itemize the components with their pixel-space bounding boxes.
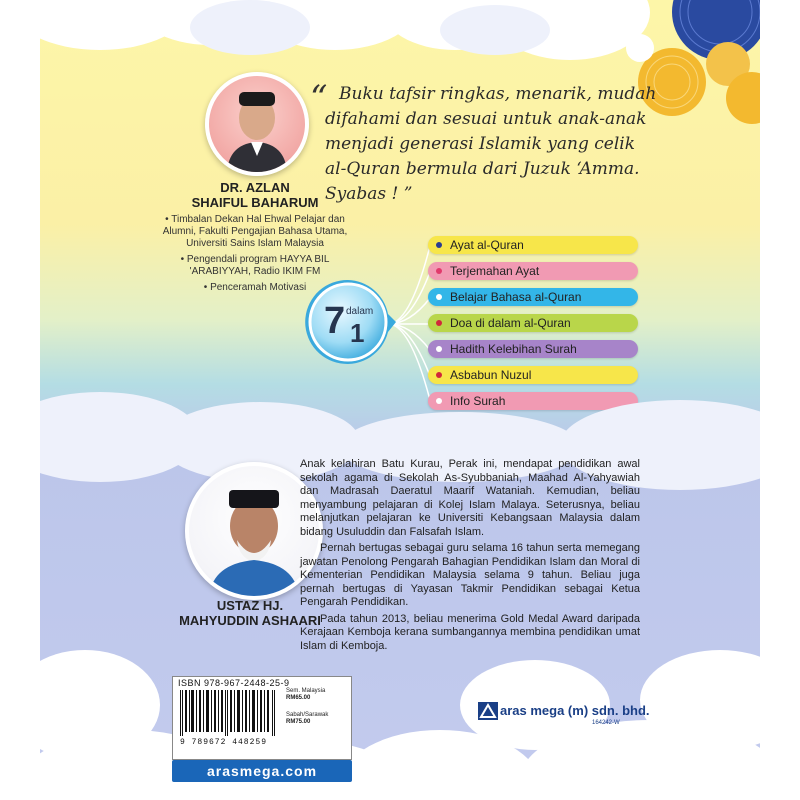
badge-word: dalam bbox=[346, 306, 374, 317]
publisher-registration: 164242-W bbox=[592, 720, 620, 726]
publisher-logo-icon bbox=[478, 702, 498, 720]
seven-in-one-badge bbox=[300, 274, 396, 370]
price-peninsular: Sem. Malaysia RM65.00 bbox=[286, 688, 326, 701]
bio-paragraph: Pada tahun 2013, beliau menerima Gold Medal Award daripada Kerajaan Kemboja kerana sumbangannya membina pendidikan umat Islam di Kemboja. bbox=[300, 612, 640, 652]
role-item: • Pengendali program HAYYA BIL 'ARABIYYAH, Radio IKIM FM bbox=[152, 254, 358, 278]
feature-pill: Hadith Kelebihan Surah bbox=[428, 340, 638, 358]
feature-pill: Asbabun Nuzul bbox=[428, 366, 638, 384]
endorser-portrait bbox=[205, 72, 309, 176]
role-item: • Timbalan Dekan Hal Ehwal Pelajar dan Alumni, Fakulti Pengajian Bahasa Utama, Universiti Sains Islam Malaysia bbox=[152, 214, 358, 250]
person-icon bbox=[209, 76, 305, 172]
bio-paragraph: Anak kelahiran Batu Kurau, Perak ini, mendapat pendidikan awal sekolah agama di Sekolah As-Syubbaniah, Maahad Al-Yahyawiah dan Madrasah Daeratul Maarif Wataniah. Kemudian, beliau menyambung pelajaran di Kolej Islam Malaya. Seterusnya, beliau melanjutkan pelajaran ke Universiti Kebangsaan Malaysia dalam bidang Usuluddin dan Falsafah Islam. bbox=[300, 458, 640, 538]
feature-pill: Doa di dalam al-Quran bbox=[428, 314, 638, 332]
author-bio bbox=[300, 458, 640, 656]
publisher-name: aras mega (m) sdn. bhd. bbox=[500, 703, 650, 718]
bio-paragraph: Pernah bertugas sebagai guru selama 16 tahun serta memegang jawatan Penolong Pengarah Bahagian Pendidikan Islam dan Moral di Kementerian Pendidikan Malaysia selama 9 tahun. Beliau juga pernah bertugas di Yayasan Takmir Pendidikan sebagai Ketua Pengarah Pendidikan. bbox=[300, 542, 640, 608]
barcode-icon bbox=[178, 690, 278, 736]
feature-pill: Ayat al-Quran bbox=[428, 236, 638, 254]
badge-number-seven: 7 bbox=[324, 300, 346, 342]
role-item: • Penceramah Motivasi bbox=[152, 282, 358, 294]
endorsement-quote: Buku tafsir ringkas, menarik, mudah difahami dan sesuai untuk anak-anak menjadi generasi Islamik yang celik al-Quran bermula dari Juzuk ‘Amma. Syabas ! ” bbox=[325, 84, 657, 204]
isbn-number: ISBN 978-967-2448-25-9 bbox=[178, 678, 290, 688]
feature-pill: Belajar Bahasa al-Quran bbox=[428, 288, 638, 306]
price-east-malaysia: Sabah/Sarawak RM75.00 bbox=[286, 712, 329, 725]
book-back-cover bbox=[40, 0, 760, 800]
barcode-digits: 9 789672 448259 bbox=[180, 738, 268, 747]
badge-number-one: 1 bbox=[350, 318, 365, 348]
website-bar: arasmega.com bbox=[172, 760, 352, 782]
endorser-name: DR. AZLAN SHAIFUL BAHARUM bbox=[191, 180, 319, 210]
quote-open-mark: “ bbox=[310, 78, 328, 118]
author-name: USTAZ HJ. MAHYUDDIN ASHAARI bbox=[179, 598, 321, 628]
feature-pill: Terjemahan Ayat bbox=[428, 262, 638, 280]
feature-pill: Info Surah bbox=[428, 392, 638, 410]
